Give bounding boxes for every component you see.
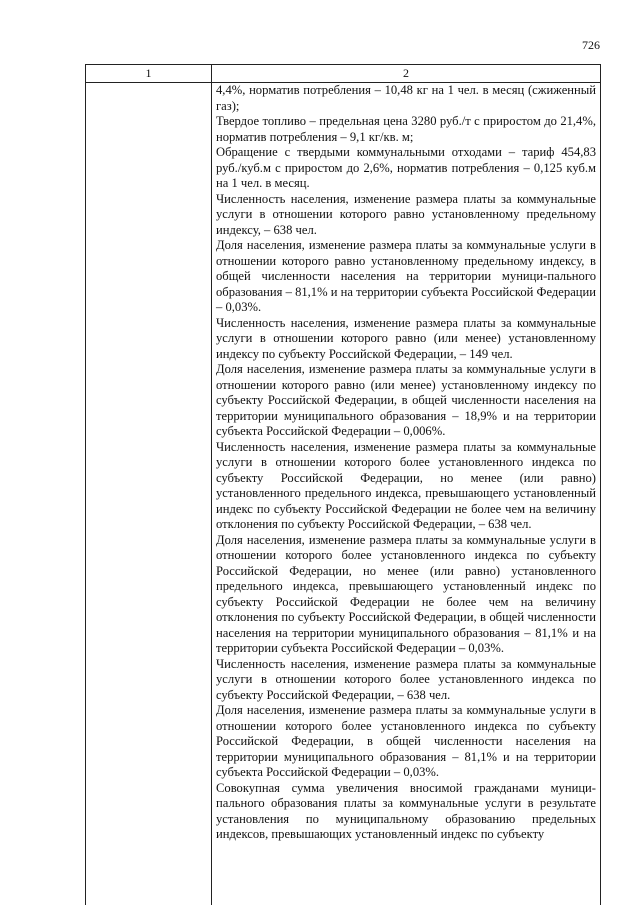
document-table (85, 64, 601, 905)
paragraph-population-above-index: Численность населения, изменение размера платы за коммунальные услуги в отношении которого более установленного индекса по субъекту Российской Федерации, – 638 чел. (216, 656, 596, 702)
table-header-row (86, 65, 600, 83)
column-header-1: 1 (86, 65, 212, 82)
paragraph-share-above-index: Доля населения, изменение размера платы за коммунальные услуги в отношении которого более установленного индекса по субъекту Российской Федерации, в общей численности населения на территории муниципального образования – 81,1% и на территории субъекта Российской Федерации – 0,03%. (216, 703, 596, 779)
paragraph-population-equal-or-less: Численность населения, изменение размера платы за коммунальные услуги в отношении которого равно (или менее) установленному индексу по субъекту Российской Федерации, – 149 чел. (216, 315, 596, 361)
paragraph-share-equal-or-less: Доля населения, изменение размера платы за коммунальные услуги в отношении которого равно (или менее) установленному индексу по субъекту Российской Федерации, в общей численности населения на территории муниципального образования – 18,9% и на территории субъекта Российской Федерации – 0,006%. (216, 362, 596, 438)
table-cell-col1 (86, 83, 212, 905)
paragraph-total-increase: Совокупная сумма увеличения вносимой гражданами муници-пального образования платы за коммунальные услуги в результате установления по муниципальному образованию предельных индексов, превышающих установленный индекс по субъекту (216, 780, 596, 841)
page-number: 726 (582, 38, 600, 52)
paragraph-population-above-within-deviation: Численность населения, изменение размера платы за коммунальные услуги в отношении которого более установленного индекса по субъекту Российской Федерации, но менее (или равно) установленного предельного индекса, превышающего установленный индекс по субъекту Российской Федерации не более чем на величину отклонения по субъекту Российской Федерации, – 638 чел. (216, 439, 596, 531)
paragraph-population-equal-limit: Численность населения, изменение размера платы за коммунальные услуги в отношении которого равно установленному предельному индексу, – 638 чел. (216, 191, 596, 237)
paragraph-waste-tariff: Обращение с твердыми коммунальными отходами – тариф 454,83 руб./куб.м с приростом до 2,6%, норматив потребления – 0,125 куб.м на 1 чел. в месяц. (216, 145, 596, 190)
paragraph-share-equal-limit: Доля населения, изменение размера платы за коммунальные услуги в отношении которого равно установленному предельному индексу, в общей численности населения на территории муници-пального образования – 81,1% и на территории субъекта Российской Федерации – 0,03%. (216, 238, 596, 314)
paragraph-solid-fuel: Твердое топливо – предельная цена 3280 руб./т с приростом до 21,4%, норматив потребления – 9,1 кг/кв. м; (216, 114, 596, 144)
table-body-row (86, 83, 600, 905)
column-header-2: 2 (403, 66, 409, 80)
paragraph-gas-norm: 4,4%, норматив потребления – 10,48 кг на 1 чел. в месяц (сжиженный газ); (216, 83, 596, 113)
paragraph-share-above-within-deviation: Доля населения, изменение размера платы за коммунальные услуги в отношении которого более установленного индекса по субъекту Российской Федерации, но менее (или равно) установленного предельного индекса, превышающего установленный индекс по субъекту Российской Федерации не более чем на величину отклонения по субъекту Российской Федерации, в общей численности населения на территории муниципального образования – 81,1% и на территории субъекта Российской Федерации – 0,03%. (216, 532, 596, 655)
table-cell-col2 (212, 83, 600, 905)
